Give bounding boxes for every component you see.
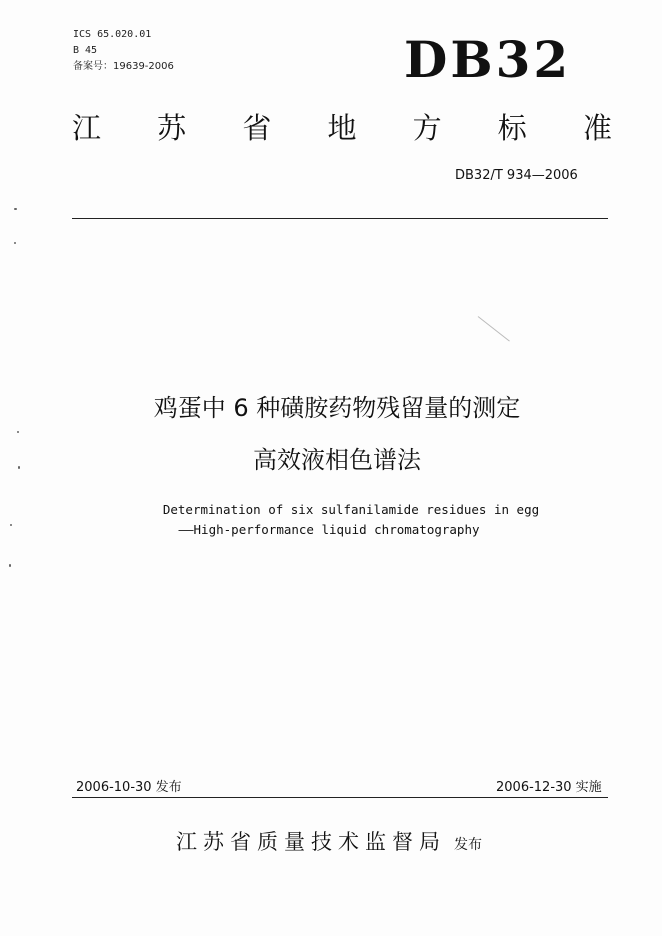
header-divider [72,218,608,219]
standard-type-title [72,108,612,148]
scan-scratch [478,316,510,341]
standard-code: DB32/T 934—2006 [455,168,578,183]
ics-code: ICS 65.020.01 [73,29,152,40]
scan-speck [14,242,16,244]
scan-speck [10,524,12,526]
standard-type-char: 江 [72,111,102,145]
scan-speck [17,431,19,433]
scan-speck [14,208,17,210]
english-title-line2: ——High-performance liquid chromatography [178,522,480,537]
standard-type-char: 苏 [157,111,187,145]
scan-speck [18,466,20,469]
issuer [176,826,482,856]
standard-type-char: 省 [242,111,272,145]
record-number: 备案号：19639-2006 [73,61,174,72]
standard-type-char: 地 [327,111,357,145]
footer-divider [72,797,608,798]
chinese-title-line1: 鸡蛋中 6 种磺胺药物残留量的测定 [153,394,521,422]
implement-date: 2006-12-30 实施 [496,780,602,795]
chinese-title-line2: 高效液相色谱法 [253,446,421,474]
standard-type-char: 方 [412,111,442,145]
english-title-line1: Determination of six sulfanilamide residues in egg [162,502,540,517]
standard-type-char: 准 [582,111,612,145]
standard-type-char: 标 [497,111,527,145]
category-code: B 45 [73,45,98,56]
scan-speck [9,564,11,567]
db32-logo: DB32 [404,30,572,89]
issuer-name: 江苏省质量技术监督局 [176,830,446,854]
publish-date: 2006-10-30 发布 [76,780,182,795]
issuer-suffix: 发布 [454,837,482,853]
